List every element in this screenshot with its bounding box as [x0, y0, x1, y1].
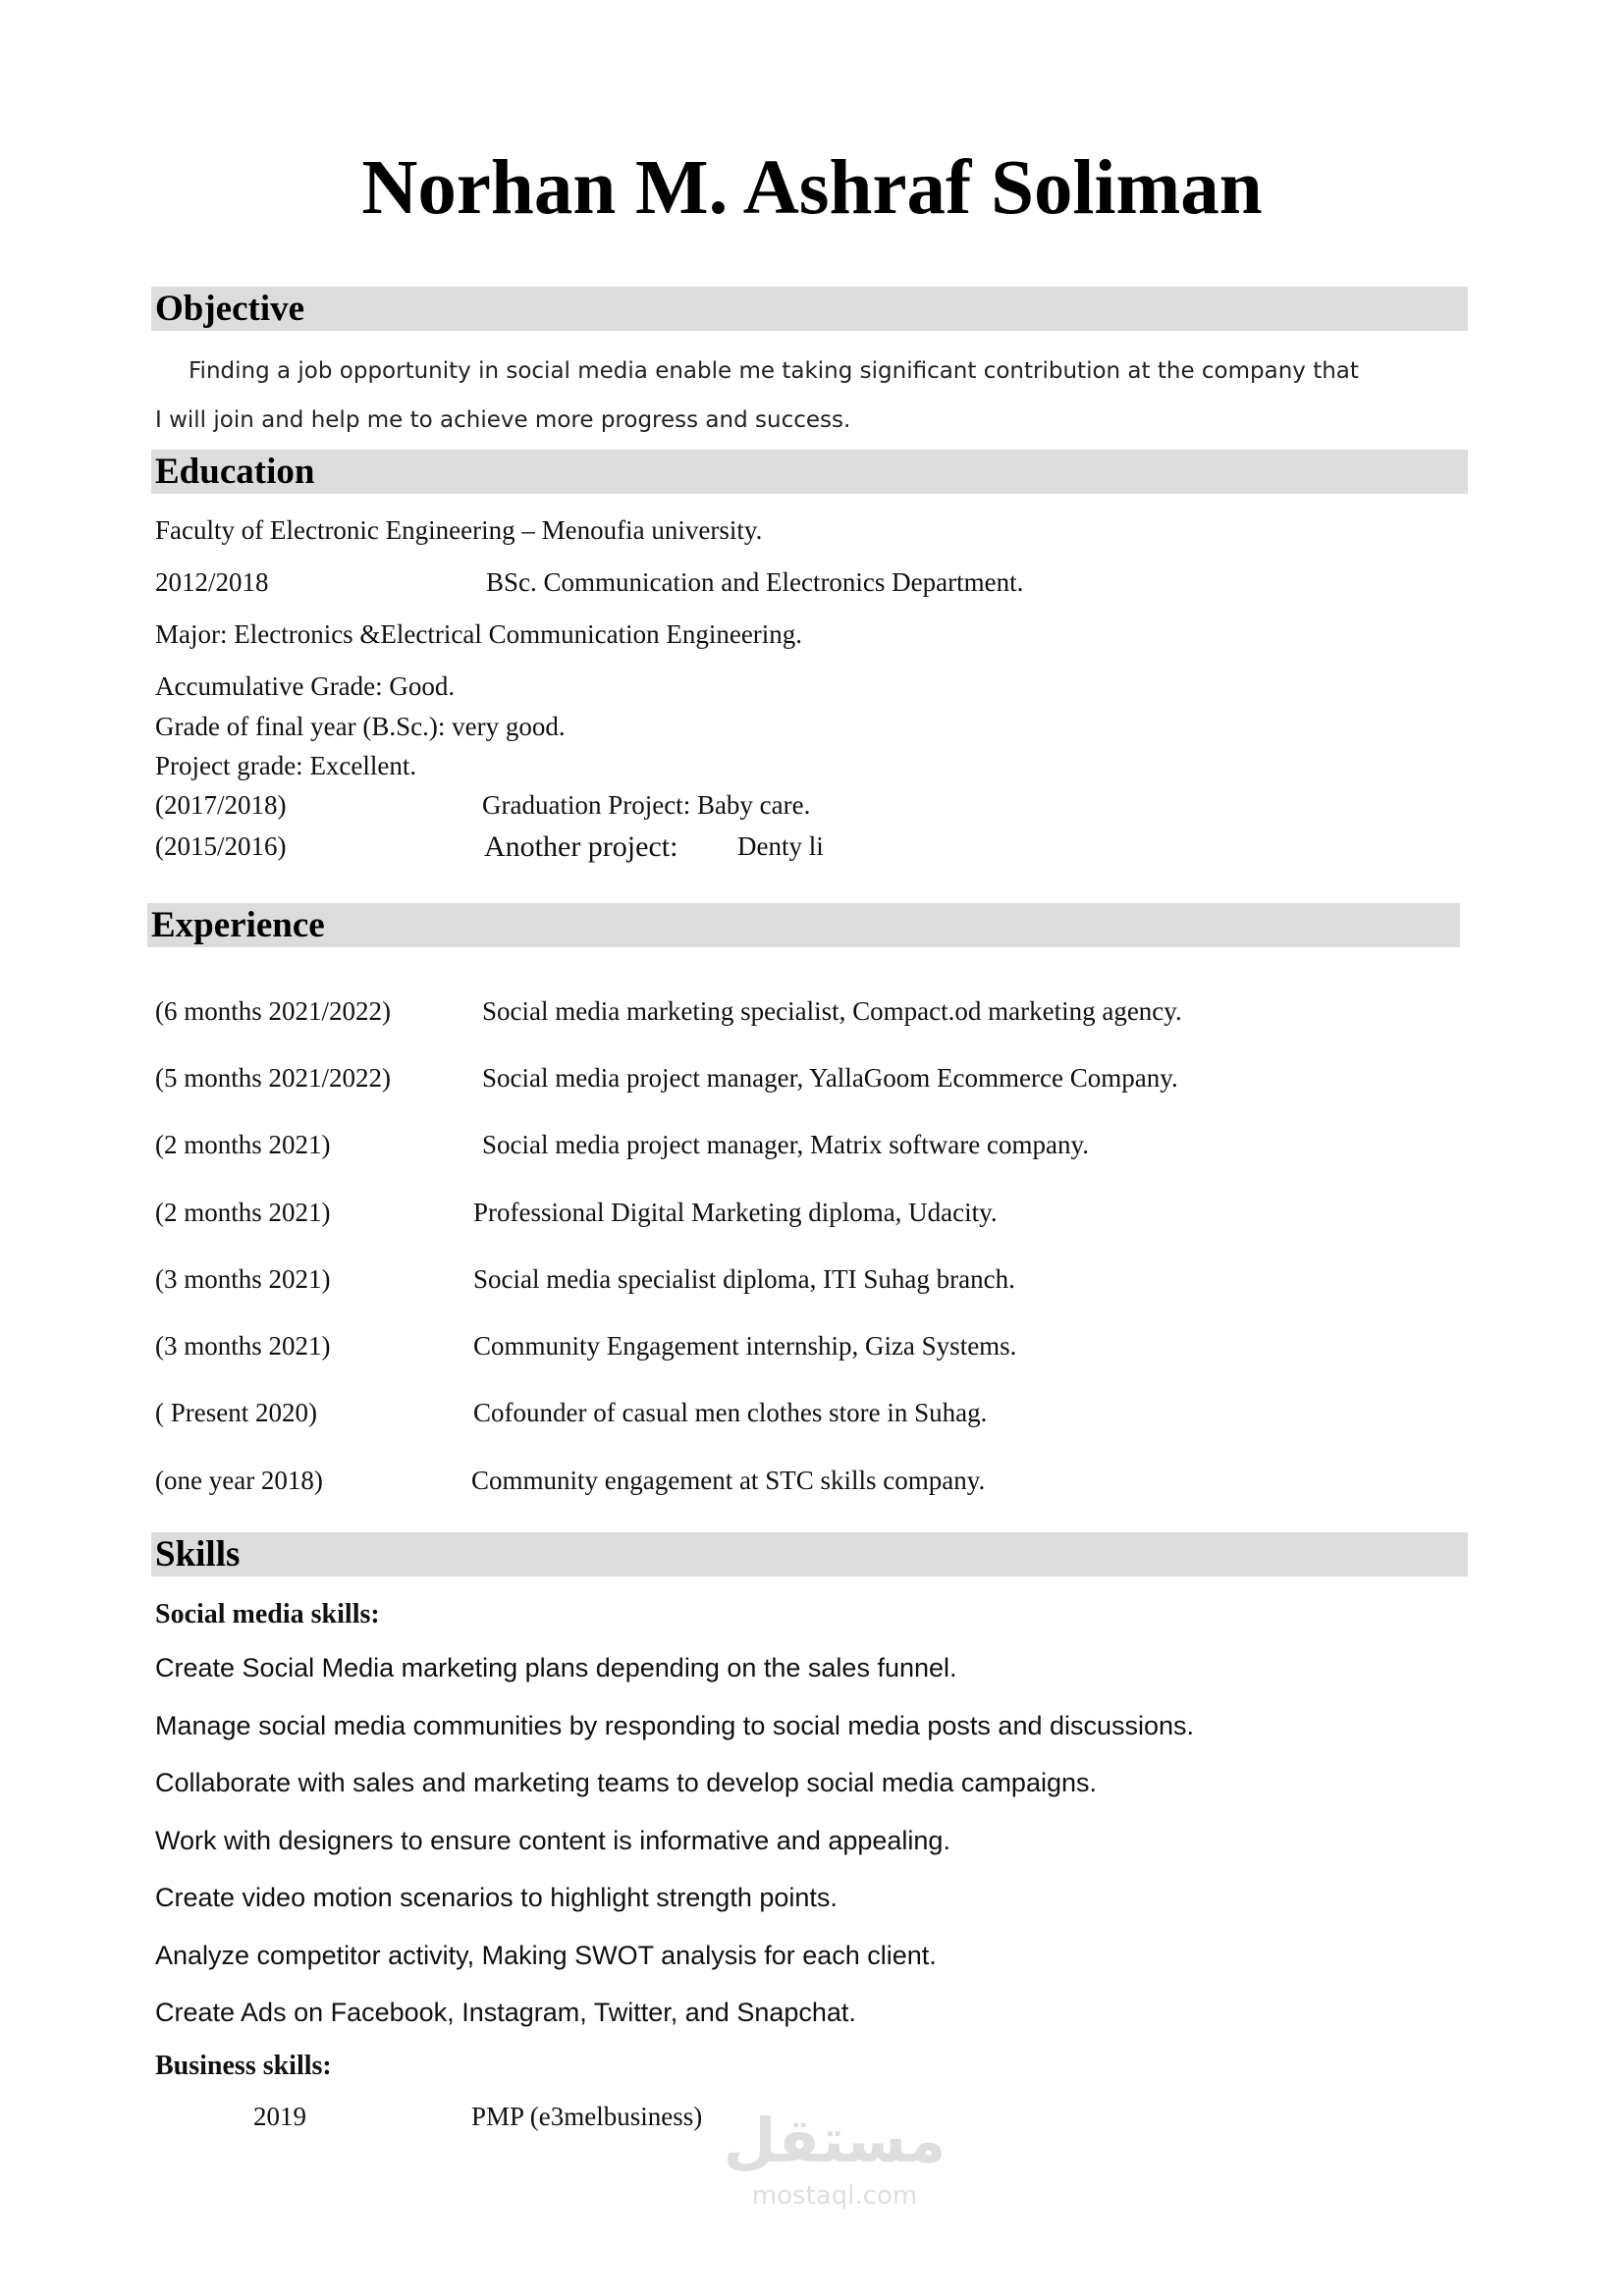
- project-period: (2017/2018): [155, 790, 287, 820]
- project-label: Another project:: [484, 830, 678, 863]
- business-skills-title: Business skills:: [155, 2051, 332, 2081]
- objective-line-2: I will join and help me to achieve more progress and success.: [155, 407, 851, 433]
- education-project-grade: Project grade: Excellent.: [155, 751, 417, 780]
- experience-period: (one year 2018): [155, 1466, 323, 1495]
- section-header-education: Education: [151, 450, 1468, 494]
- experience-row: [155, 1198, 998, 1228]
- experience-period: ( Present 2020): [155, 1398, 317, 1427]
- experience-role: Social media marketing specialist, Compact.od marketing agency.: [482, 996, 1182, 1026]
- experience-role: Social media project manager, Matrix software company.: [482, 1130, 1089, 1159]
- experience-period: (3 months 2021): [155, 1331, 331, 1361]
- experience-row: [155, 1331, 1017, 1362]
- experience-row: [155, 1130, 1089, 1160]
- project-title: Graduation Project: Baby care.: [482, 790, 811, 820]
- project-title: Denty li: [737, 831, 824, 861]
- experience-row: [155, 1466, 986, 1496]
- education-years: 2012/2018: [155, 567, 269, 597]
- social-media-skill-item: Create Social Media marketing plans depending on the sales funnel.: [155, 1653, 957, 1682]
- objective-line-1: Finding a job opportunity in social media enable me taking significant contribution at the company that: [189, 358, 1359, 384]
- experience-period: (3 months 2021): [155, 1264, 331, 1294]
- education-major: Major: Electronics &Electrical Communication Engineering.: [155, 619, 803, 649]
- watermark-url: mostaql.com: [751, 2181, 918, 2211]
- experience-role: Social media project manager, YallaGoom Ecommerce Company.: [482, 1063, 1178, 1093]
- social-media-skill-item: Manage social media communities by responding to social media posts and discussions.: [155, 1710, 1195, 1740]
- section-header-skills: Skills: [151, 1532, 1468, 1576]
- business-skill-year: 2019: [253, 2102, 306, 2131]
- experience-role: Community Engagement internship, Giza Systems.: [473, 1331, 1017, 1361]
- objective-text: [155, 347, 1466, 445]
- experience-role: Social media specialist diploma, ITI Suhag branch.: [473, 1264, 1015, 1294]
- education-project-row: [155, 790, 811, 821]
- experience-period: (5 months 2021/2022): [155, 1063, 391, 1093]
- experience-role: Professional Digital Marketing diploma, Udacity.: [473, 1198, 998, 1227]
- section-header-experience: Experience: [147, 903, 1460, 947]
- business-skill-item: PMP (e3melbusiness): [471, 2102, 703, 2131]
- candidate-name: Norhan M. Ashraf Soliman: [361, 145, 1263, 231]
- education-faculty: Faculty of Electronic Engineering – Menoufia university.: [155, 515, 763, 545]
- social-media-skill-item: Work with designers to ensure content is informative and appealing.: [155, 1825, 950, 1855]
- education-final-year-grade: Grade of final year (B.Sc.): very good.: [155, 712, 566, 741]
- experience-period: (2 months 2021): [155, 1130, 331, 1159]
- experience-row: [155, 996, 1182, 1027]
- education-degree: BSc. Communication and Electronics Department.: [486, 567, 1024, 597]
- education-degree-row: [155, 567, 1024, 598]
- social-media-skill-item: Collaborate with sales and marketing teams to develop social media campaigns.: [155, 1768, 1098, 1797]
- social-media-skill-item: Analyze competitor activity, Making SWOT analysis for each client.: [155, 1940, 937, 1970]
- mostaql-watermark: [687, 2105, 982, 2211]
- experience-row: [155, 1398, 988, 1428]
- experience-period: (6 months 2021/2022): [155, 996, 391, 1026]
- social-media-skills-title: Social media skills:: [155, 1599, 380, 1629]
- watermark-arabic-logo: مستقل: [723, 2105, 947, 2176]
- experience-role: Cofounder of casual men clothes store in Suhag.: [473, 1398, 988, 1427]
- education-accumulative-grade: Accumulative Grade: Good.: [155, 671, 456, 701]
- experience-row: [155, 1264, 1015, 1295]
- section-header-objective: Objective: [151, 287, 1468, 331]
- project-period: (2015/2016): [155, 831, 287, 861]
- social-media-skill-item: Create video motion scenarios to highlight strength points.: [155, 1883, 838, 1912]
- experience-period: (2 months 2021): [155, 1198, 331, 1227]
- business-skill-row: [253, 2102, 703, 2132]
- social-media-skill-item: Create Ads on Facebook, Instagram, Twitter, and Snapchat.: [155, 1998, 856, 2027]
- education-project-row: [155, 830, 824, 863]
- experience-row: [155, 1063, 1178, 1094]
- experience-role: Community engagement at STC skills company.: [471, 1466, 986, 1495]
